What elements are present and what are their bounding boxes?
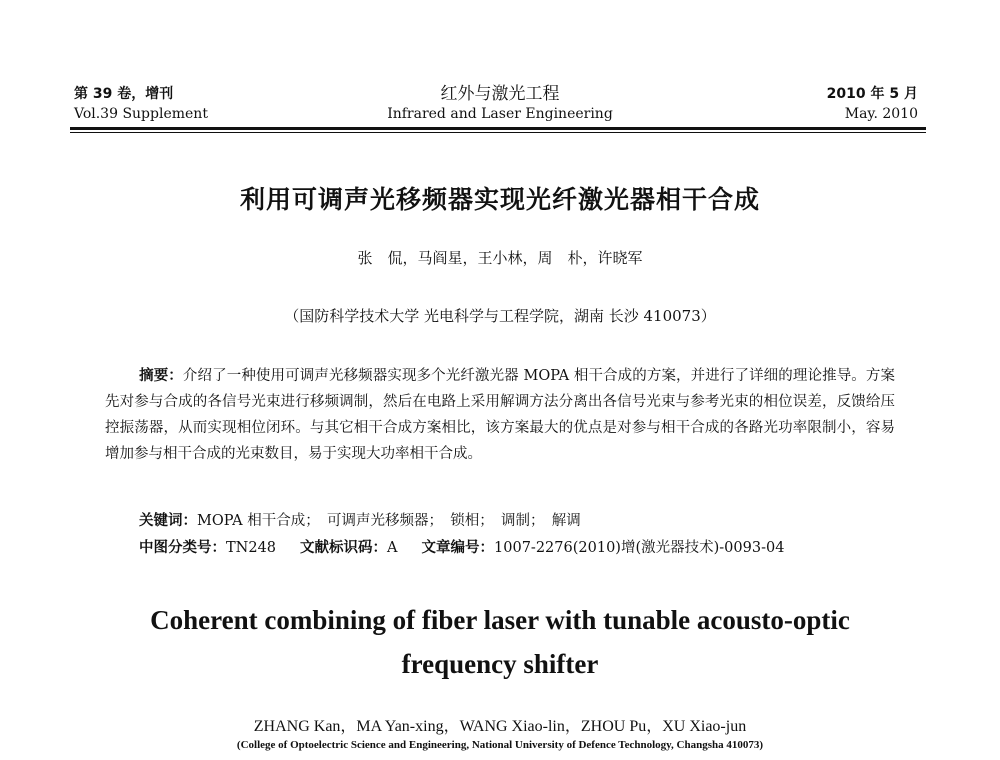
journal-name-cn: 红外与激光工程: [440, 84, 560, 104]
keywords-text: MOPA 相干合成； 可调声光移频器； 锁相； 调制； 解调: [197, 513, 581, 529]
doc-code-value: A: [387, 540, 398, 556]
paper-title-en: [0, 598, 1000, 686]
header-rule-thick: [70, 127, 926, 130]
volume-cn: 第 39 卷，增刊: [74, 86, 174, 102]
authors-en: ZHANG Kan，MA Yan-xing，WANG Xiao-lin，ZHOU Pu，XU Xiao-jun: [253, 718, 747, 735]
doc-code-label: 文献标识码：: [300, 540, 388, 556]
paper-title-cn: 利用可调声光移频器实现光纤激光器相干合成: [239, 185, 760, 214]
article-number-value: 1007-2276(2010)增(激光器技术)-0093-04: [494, 540, 785, 556]
title-en-line1: Coherent combining of fiber laser with tunable acousto-optic: [150, 605, 850, 635]
affiliation-en: (College of Optoelectric Science and Engineering, National University of Defence Technology, Changsha 410073): [236, 739, 764, 751]
header-rule-thin: [70, 132, 926, 133]
date-en: May. 2010: [844, 106, 918, 122]
volume-en: Vol.39 Supplement: [74, 106, 208, 122]
title-en-line2: frequency shifter: [401, 649, 599, 679]
keywords: [139, 509, 581, 530]
abstract: [105, 363, 895, 467]
authors-cn: 张 侃，马阎星，王小林，周 朴，许晓军: [357, 249, 643, 267]
date-cn: 2010 年 5 月: [826, 86, 918, 102]
classification-line: [139, 536, 784, 557]
affiliation-cn: （国防科学技术大学 光电科学与工程学院，湖南 长沙 410073）: [284, 307, 716, 325]
abstract-text: 介绍了一种使用可调声光移频器实现多个光纤激光器 MOPA 相干合成的方案，并进行了详细的理论推导。方案先对参与合成的各信号光束进行移频调制，然后在电路上采用解调方法分离出各信号光束与参考光束的相位误差，反馈给压控振荡器，从而实现相位闭环。与其它相干合成方案相比，该方案最大的优点是对参与相干合成的各路光功率限制小，容易增加参与相干合成的光束数目，易于实现大功率相干合成。: [105, 368, 895, 462]
journal-date: [827, 84, 918, 124]
clc-label: 中图分类号：: [139, 540, 226, 556]
clc-value: TN248: [226, 540, 277, 556]
journal-name-en: Infrared and Laser Engineering: [387, 106, 613, 122]
keywords-label: 关键词：: [139, 513, 197, 529]
article-number-label: 文章编号：: [421, 540, 495, 556]
abstract-label: 摘要：: [139, 368, 183, 384]
